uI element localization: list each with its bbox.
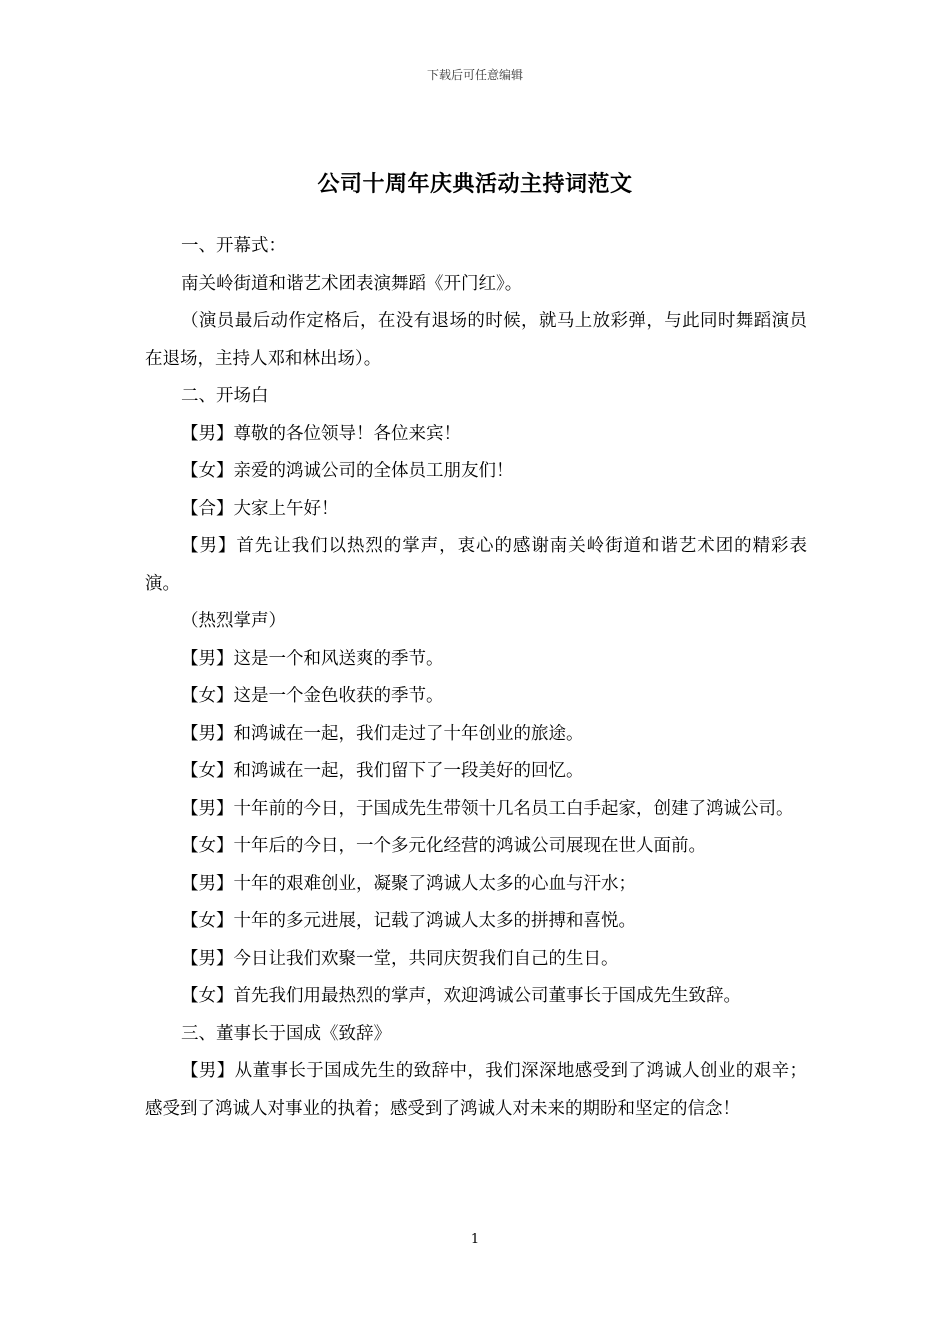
dialogue-line: 【男】这是一个和风送爽的季节。	[181, 648, 444, 669]
dialogue-line: 【女】和鸿诚在一起，我们留下了一段美好的回忆。	[181, 761, 584, 781]
dialogue-line: 【女】首先我们用最热烈的掌声，欢迎鸿诚公司董事长于国成先生致辞。	[181, 986, 741, 1006]
page-number: 1	[470, 1232, 480, 1247]
dialogue-line: 【合】大家上午好！	[181, 498, 339, 519]
dialogue-line: 【女】亲爱的鸿诚公司的全体员工朋友们！	[181, 461, 514, 481]
dialogue-line: 【男】十年前的今日，于国成先生带领十几名员工白手起家，创建了鸿诚公司。	[181, 798, 794, 819]
dialogue-line: 【男】十年的艰难创业，凝聚了鸿诚人太多的心血与汗水；	[181, 873, 636, 894]
dialogue-line: 【男】首先让我们以热烈的掌声，衷心的感谢南关岭街道和谐艺术团的精彩表演。	[145, 536, 807, 594]
paragraph: 南关岭街道和谐艺术团表演舞蹈《开门红》。	[181, 273, 523, 294]
dialogue-line: 【男】今日让我们欢聚一堂，共同庆贺我们自己的生日。	[181, 948, 619, 969]
section-heading-opening: 一、开幕式：	[181, 236, 286, 256]
dialogue-line: 【女】十年后的今日，一个多元化经营的鸿诚公司展现在世人面前。	[181, 836, 706, 856]
section-heading-opening-remarks: 二、开场白	[181, 386, 269, 406]
dialogue-line: 【男】和鸿诚在一起，我们走过了十年创业的旅途。	[181, 723, 584, 744]
document-body	[145, 228, 807, 1128]
dialogue-line: 【男】尊敬的各位领导！各位来宾！	[181, 423, 461, 444]
stage-direction: （演员最后动作定格后，在没有退场的时候，就马上放彩弹，与此同时舞蹈演员在退场，主持人邓和林出场）。	[145, 311, 807, 369]
dialogue-line: 【女】十年的多元进展，记载了鸿诚人太多的拼搏和喜悦。	[181, 911, 636, 931]
section-heading-chairman-speech: 三、董事长于国成《致辞》	[181, 1023, 391, 1044]
document-title: 公司十周年庆典活动主持词范文	[317, 170, 633, 197]
dialogue-line: 【女】这是一个金色收获的季节。	[181, 686, 444, 706]
stage-direction: （热烈掌声）	[181, 611, 286, 631]
header-note: 下载后可任意编辑	[426, 68, 523, 82]
dialogue-line: 【男】从董事长于国成先生的致辞中，我们深深地感受到了鸿诚人创业的艰辛；感受到了鸿诚人对事业的执着；感受到了鸿诚人对未来的期盼和坚定的信念！	[145, 1061, 807, 1119]
